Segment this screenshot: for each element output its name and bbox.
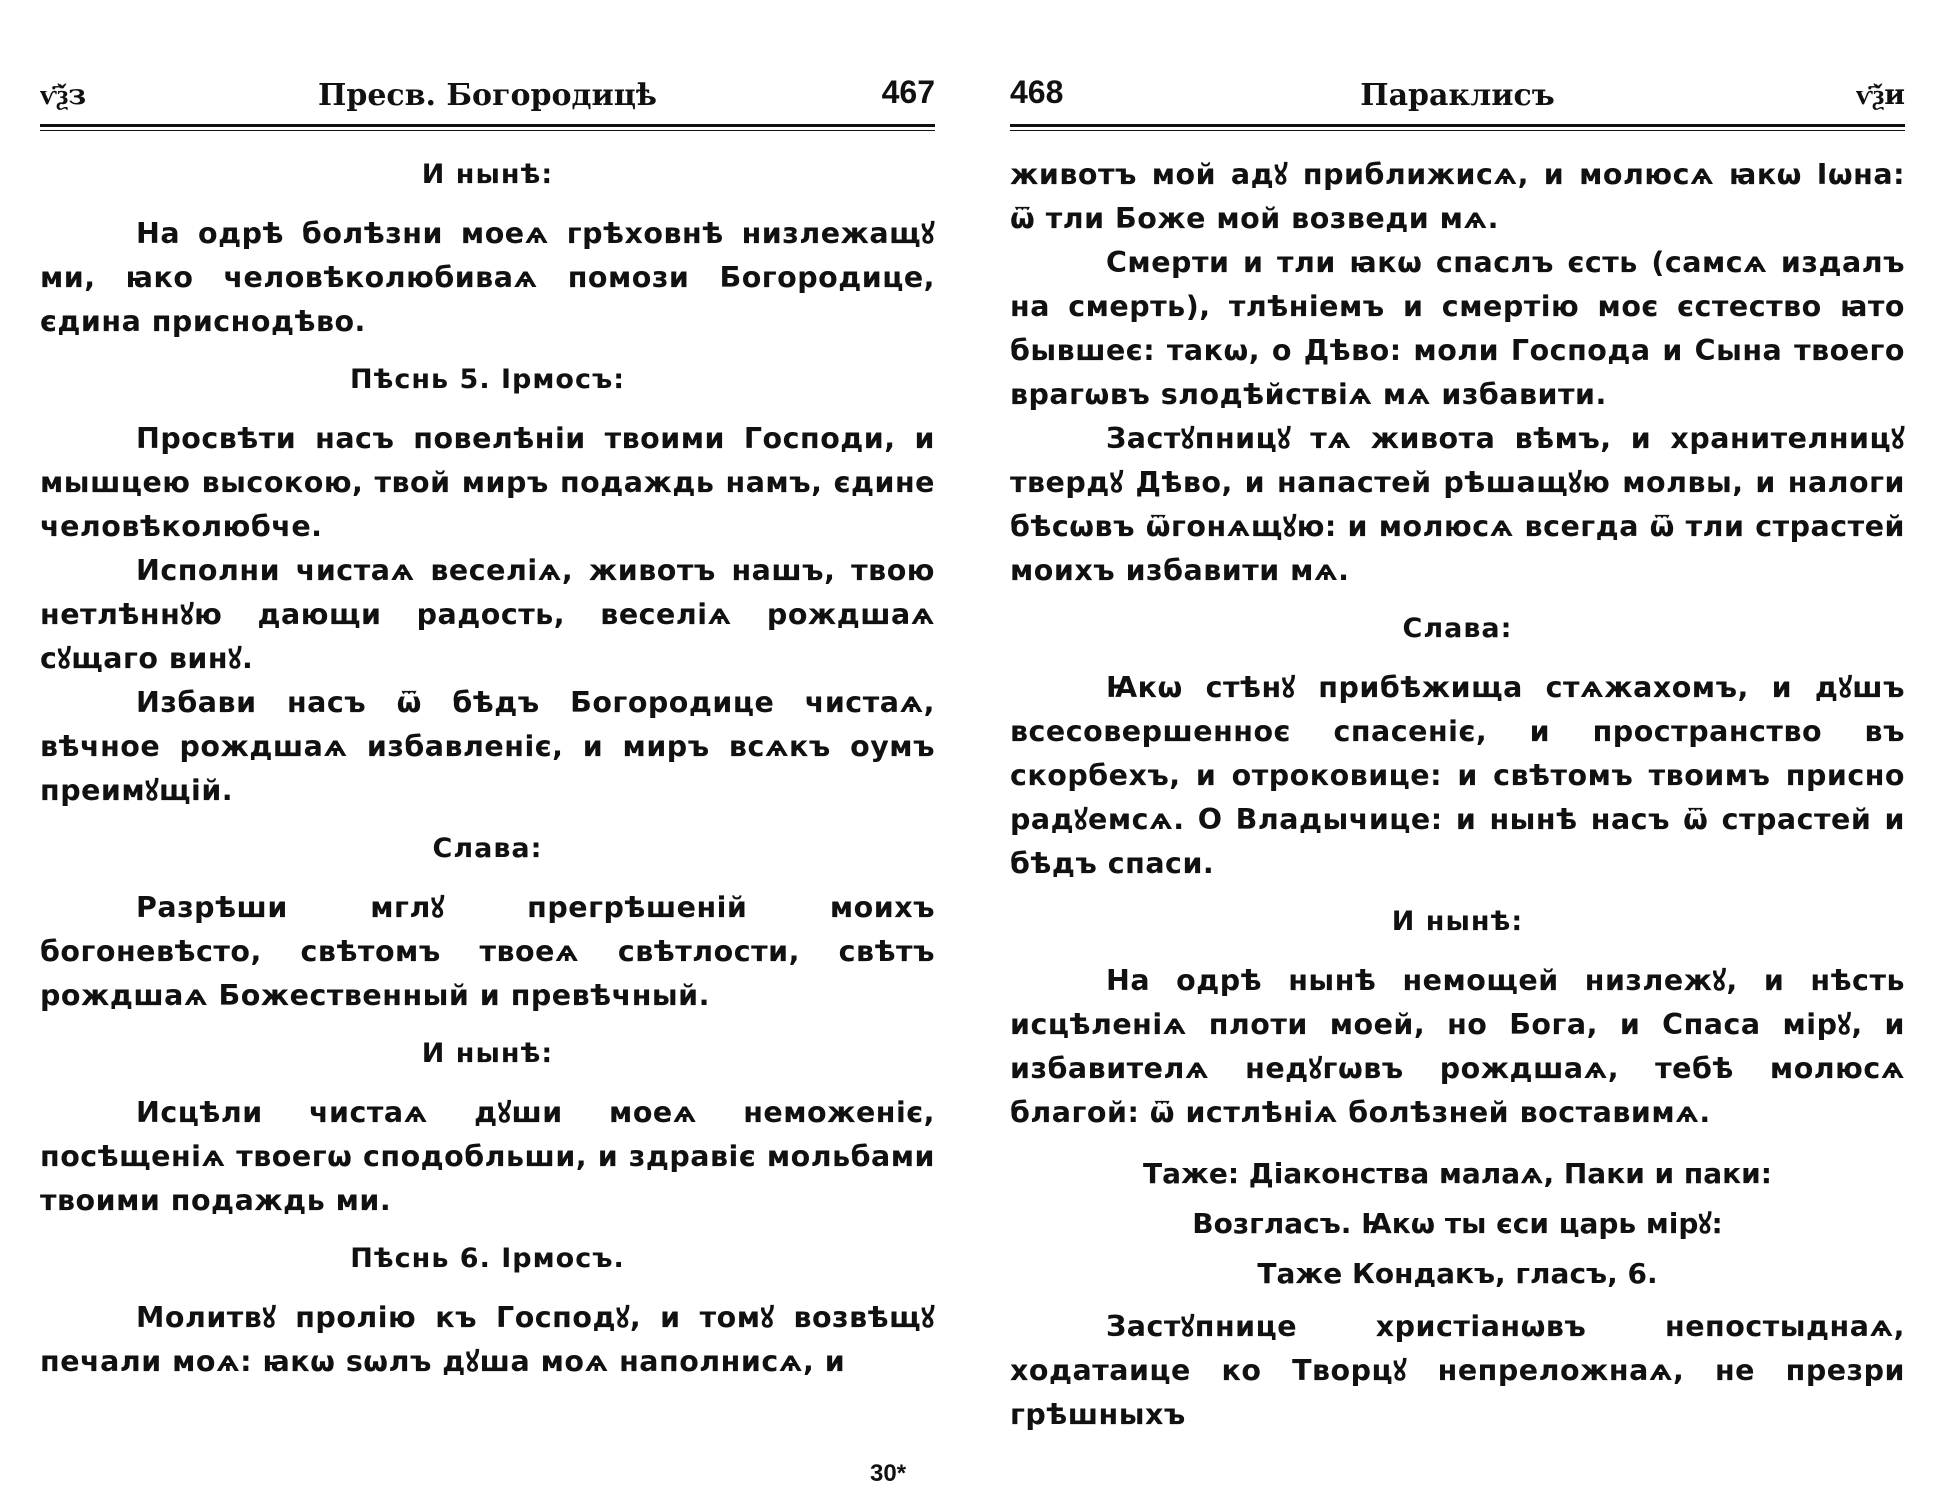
right-header-rule — [1010, 124, 1905, 131]
right-page-body — [1010, 131, 1905, 1437]
heading-i-nyne: И нынѣ: — [421, 1038, 554, 1069]
rubric-line: Таже Кондакъ, гласъ, 6. — [1257, 1257, 1658, 1290]
right-cyrillic-page-number: ѵ҃ѯи — [1856, 78, 1905, 111]
right-page-number: 468 — [1010, 74, 1064, 110]
left-running-title: Пресв. Богородицѣ — [318, 78, 657, 113]
paragraph: На одрѣ болѣзни моеѧ грѣховнѣ низлежащꙋ ми, ꙗко человѣколюбиваѧ помози Богородице, єдина приснодѣво. — [40, 217, 935, 338]
left-header-rule — [40, 124, 935, 131]
heading-pesn-5: Пѣснь 5. Ірмосъ: — [349, 364, 626, 395]
right-running-title: Параклисъ — [1360, 78, 1555, 113]
paragraph: Застꙋпнице христіанѡвъ непостыднаѧ, ходатаице ко Творцꙋ непреложнаѧ, не презри грѣшныхъ — [1010, 1310, 1905, 1431]
signature-mark: 30* — [870, 1460, 907, 1487]
paragraph: Застꙋпницꙋ тѧ живота вѣмъ, и хранителницꙋ твердꙋ Дѣво, и напастей рѣшащꙋю молвы, и налоги бѣсѡвъ ѿгонѧщꙋю: и молюсѧ всегда ѿ тли страстей моихъ избавити мѧ. — [1010, 422, 1905, 587]
paragraph: Просвѣти насъ повелѣніи твоими Господи, и мышцею высокою, твой миръ подаждь намъ, єдине человѣколюбче. — [40, 422, 935, 543]
paragraph: Смерти и тли ꙗкѡ спаслъ єсть (самсѧ издалъ на смерть), тлѣніемъ и смертію моє єстество ꙗто бывшеє: такѡ, о Дѣво: моли Господа и Сына твоего врагѡвъ ѕлодѣйствіѧ мѧ избавити. — [1010, 246, 1905, 411]
heading-slava: Слава: — [432, 833, 543, 864]
heading-i-nyne: И нынѣ: — [421, 159, 554, 190]
right-page-header — [1010, 70, 1905, 118]
rubric-line: Таже: Діаконства малаѧ, Паки и паки: — [1143, 1157, 1772, 1190]
left-page-header — [40, 70, 935, 118]
left-page-number: 467 — [881, 74, 935, 110]
left-cyrillic-page-number: ѵ҃ѯз — [40, 78, 87, 111]
paragraph: На одрѣ нынѣ немощей низлежꙋ, и нѣсть исцѣленіѧ плоти моей, но Бога, и Спаса мірꙋ, и избавителѧ недꙋгѡвъ рождшаѧ, тебѣ молюсѧ благой: ѿ истлѣніѧ болѣзней воставимѧ. — [1010, 964, 1905, 1129]
left-page — [40, 70, 935, 1487]
paragraph: Избави насъ ѿ бѣдъ Богородице чистаѧ, вѣчное рождшаѧ избавленіє, и миръ всѧкъ оумъ преимꙋщій. — [40, 686, 935, 807]
rubric-line: Возгласъ. Ꙗкѡ ты єси царь мірꙋ: — [1192, 1207, 1723, 1240]
paragraph: Ꙗкѡ стѣнꙋ прибѣжища стѧжахомъ, и дꙋшъ всесовершенноє спасеніє, и пространство въ скорбехъ, и отроковице: и свѣтомъ твоимъ присно радꙋемсѧ. О Владычице: и нынѣ насъ ѿ страстей и бѣдъ спаси. — [1010, 671, 1905, 880]
paragraph: Разрѣши мглꙋ прегрѣшеній моихъ богоневѣсто, свѣтомъ твоеѧ свѣтлости, свѣтъ рождшаѧ Божественный и превѣчный. — [40, 891, 935, 1012]
right-page — [1010, 70, 1905, 1480]
heading-i-nyne: И нынѣ: — [1391, 906, 1524, 937]
paragraph-continued: животъ мой адꙋ приближисѧ, и молюсѧ ꙗкѡ Іѡна: ѿ тли Боже мой возведи мѧ. — [1010, 158, 1905, 235]
paragraph: Исполни чистаѧ веселіѧ, животъ нашъ, твою нетлѣннꙋю дающи радость, веселіѧ рождшаѧ сꙋщаго винꙋ. — [40, 554, 935, 675]
heading-slava: Слава: — [1402, 613, 1513, 644]
paragraph: Молитвꙋ пролію къ Господꙋ, и томꙋ возвѣщꙋ печали моѧ: ꙗкѡ ѕѡлъ дꙋша моѧ наполнисѧ, и — [40, 1301, 935, 1378]
heading-pesn-6: Пѣснь 6. Ірмосъ. — [350, 1243, 625, 1274]
left-page-body — [40, 131, 935, 1384]
paragraph: Исцѣли чистаѧ дꙋши моеѧ неможеніє, посѣщеніѧ твоегѡ сподобльши, и здравіє мольбами твоими подаждь ми. — [40, 1096, 935, 1217]
